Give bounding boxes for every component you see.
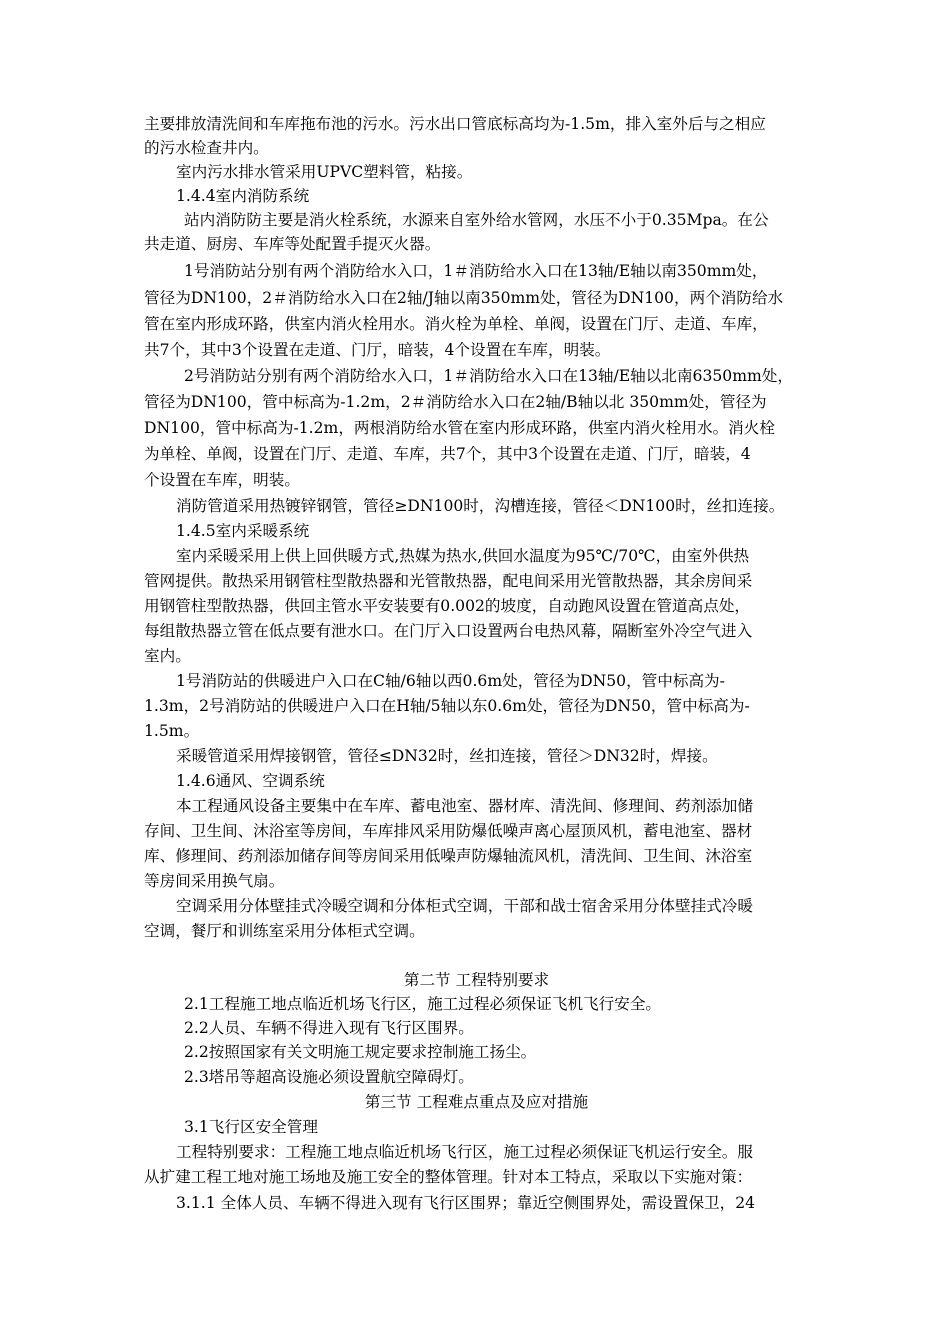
section-heading-3-1: 3.1飞行区安全管理 — [184, 1118, 318, 1136]
section-heading-1-4-6: 1.4.6通风、空调系统 — [176, 772, 325, 790]
text-line: 2.2按照国家有关文明施工规定要求控制施工扬尘。 — [184, 1043, 537, 1061]
text-line: 消防管道采用热镀锌钢管，管径≥DN100时，沟槽连接，管径＜DN100时，丝扣连接。 — [176, 497, 785, 515]
text-line: 2号消防站分别有两个消防给水入口，1＃消防给水入口在13轴/E轴以北南6350mm处， — [184, 367, 793, 385]
text-line: 等房间采用换气扇。 — [144, 872, 285, 890]
text-line: 的污水检查井内。 — [144, 139, 269, 157]
text-line: 室内。 — [144, 647, 191, 665]
text-line: 个设置在车库，明装。 — [144, 471, 300, 489]
text-line: 共7个，其中3个设置在走道、门厅，暗装，4个设置在车库，明装。 — [144, 341, 611, 359]
text-line: 空调采用分体壁挂式冷暖空调和分体柜式空调，干部和战士宿舍采用分体壁挂式冷暖 — [176, 897, 753, 915]
section-title-2: 第二节 工程特别要求 — [403, 971, 550, 989]
text-line: DN100，管中标高为-1.2m，两根消防给水管在室内形成环路，供室内消火栓用水。消火栓 — [144, 419, 775, 437]
text-line: 1.3m，2号消防站的供暖进户入口在H轴/5轴以东0.6m处，管径为DN50，管中标高为- — [144, 697, 750, 715]
section-title-3: 第三节 工程难点重点及应对措施 — [364, 1093, 589, 1111]
text-line: 采暖管道采用焊接钢管，管径≤DN32时，丝扣连接，管径＞DN32时，焊接。 — [176, 747, 718, 765]
text-line: 主要排放清洗间和车库拖布池的污水。污水出口管底标高均为-1.5m，排入室外后与之相应 — [144, 115, 766, 133]
section-heading-1-4-5: 1.4.5室内采暖系统 — [176, 522, 310, 540]
text-line: 存间、卫生间、沐浴室等房间，车库排风采用防爆低噪声离心屋顶风机，蓄电池室、器材 — [144, 822, 753, 840]
section-heading-1-4-4: 1.4.4室内消防系统 — [176, 187, 310, 205]
text-line: 管在室内形成环路，供室内消火栓用水。消火栓为单栓、单阀，设置在门厅、走道、车库， — [144, 315, 768, 333]
text-line: 室内污水排水管采用UPVC塑料管，粘接。 — [176, 163, 473, 181]
text-line: 工程特别要求：工程施工地点临近机场飞行区，施工过程必须保证飞机运行安全。服 — [176, 1143, 753, 1161]
text-line: 室内采暖采用上供上回供暖方式,热媒为热水,供回水温度为95℃/70℃，由室外供热 — [176, 547, 750, 565]
text-line: 管径为DN100，管中标高为-1.2m，2＃消防给水入口在2轴/B轴以北 350mm处，管径为 — [144, 393, 767, 411]
text-line: 3.1.1 全体人员、车辆不得进入现有飞行区围界；靠近空侧围界处，需设置保卫，24 — [176, 1194, 756, 1212]
text-line: 1号消防站的供暖进户入口在C轴/6轴以西0.6m处，管径为DN50，管中标高为- — [176, 672, 725, 690]
text-line: 共走道、厨房、车库等处配置手提灭火器。 — [144, 235, 441, 253]
text-line: 1.5m。 — [144, 722, 200, 740]
text-line: 为单栓、单阀，设置在门厅、走道、车库，共7个，其中3个设置在走道、门厅，暗装，4 — [144, 445, 751, 463]
text-line: 管网提供。散热采用钢管柱型散热器和光管散热器，配电间采用光管散热器，其余房间采 — [144, 572, 753, 590]
text-line: 从扩建工程工地对施工场地及施工安全的整体管理。针对本工特点，采取以下实施对策： — [144, 1168, 753, 1186]
text-line: 每组散热器立管在低点要有泄水口。在门厅入口设置两台电热风幕，隔断室外冷空气进入 — [144, 622, 753, 640]
text-line: 空调，餐厅和训练室采用分体柜式空调。 — [144, 922, 425, 940]
text-line: 2.1工程施工地点临近机场飞行区，施工过程必须保证飞机飞行安全。 — [184, 995, 662, 1013]
text-line: 库、修理间、药剂添加储存间等房间采用低噪声防爆轴流风机，清洗间、卫生间、沐浴室 — [144, 847, 753, 865]
text-line: 2.2人员、车辆不得进入现有飞行区围界。 — [184, 1019, 474, 1037]
text-line: 1号消防站分别有两个消防给水入口，1＃消防给水入口在13轴/E轴以南350mm处， — [184, 262, 768, 280]
text-line: 管径为DN100，2＃消防给水入口在2轴/J轴以南350mm处，管径为DN100，两个消防给水 — [144, 289, 784, 307]
text-line: 站内消防防主要是消火栓系统，水源来自室外给水管网，水压不小于0.35Mpa。在公 — [184, 211, 769, 229]
text-line: 用钢管柱型散热器，供回主管水平安装要有0.002的坡度，自动跑风设置在管道高点处， — [144, 597, 751, 615]
text-line: 本工程通风设备主要集中在车库、蓄电池室、器材库、清洗间、修理间、药剂添加储 — [176, 797, 753, 815]
text-line: 2.3塔吊等超高设施必须设置航空障碍灯。 — [184, 1068, 474, 1086]
